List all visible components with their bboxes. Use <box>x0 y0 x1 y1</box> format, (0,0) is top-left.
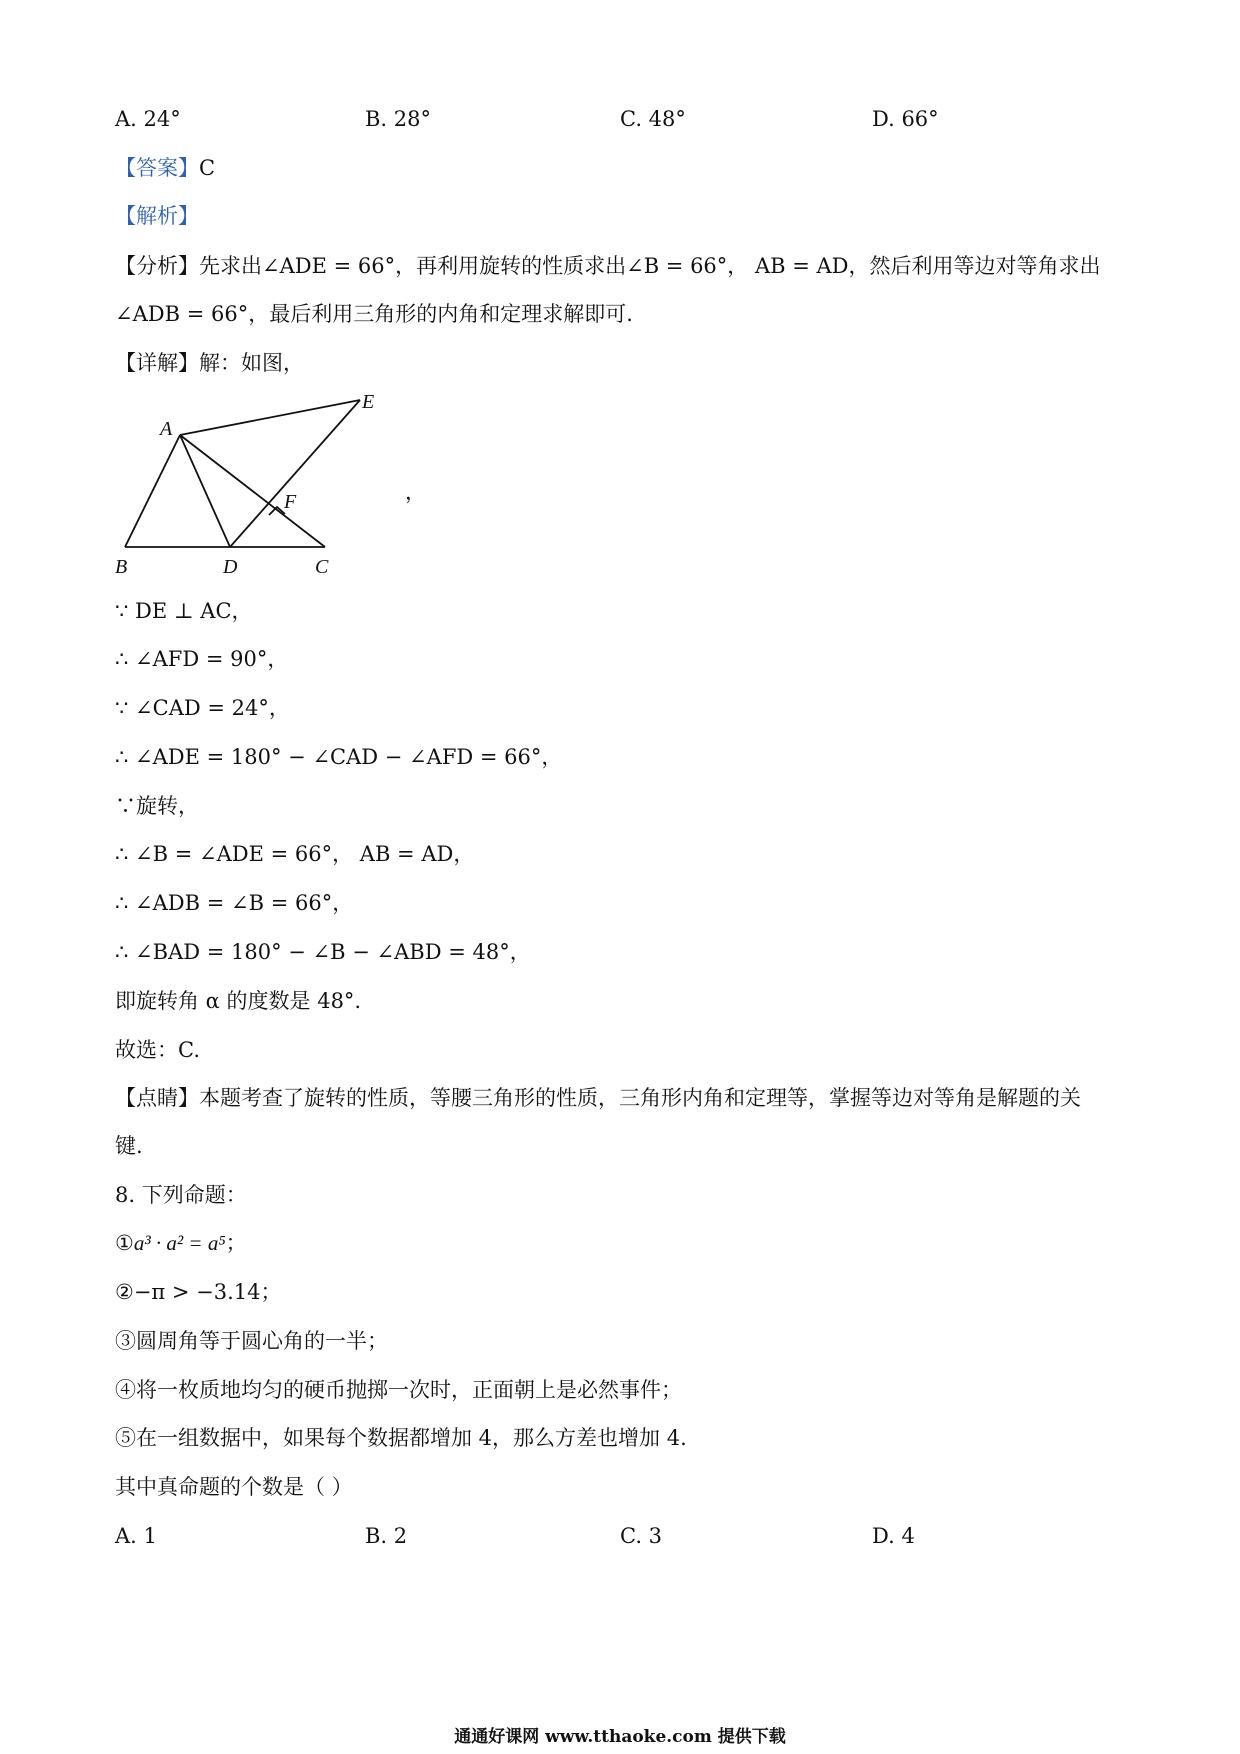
step-7: ∴ ∠ADB = ∠B = 66°， <box>115 891 354 915</box>
dianjing-line-1: 【点睛】本题考查了旋转的性质，等腰三角形的性质，三角形内角和定理等，掌握等边对等角是解题的关 <box>115 1086 1081 1110</box>
q8-item-1-math: a³ · a² = a⁵ <box>133 1231 226 1255</box>
label-c: C <box>315 556 329 578</box>
label-a: A <box>160 418 173 440</box>
step-3: ∵ ∠CAD = 24°， <box>115 696 290 720</box>
step-5: ∵旋转， <box>115 794 199 818</box>
geometry-figure <box>110 390 390 580</box>
q8-item-2: ②−π > −3.14； <box>115 1280 282 1304</box>
q8-item-4: ④将一枚质地均匀的硬币抛掷一次时，正面朝上是必然事件； <box>115 1378 682 1402</box>
prev-option-c: C. 48° <box>620 107 686 131</box>
xiangjie-line: 【详解】解：如图， <box>115 351 304 375</box>
q8-option-d: D. 4 <box>872 1524 915 1548</box>
label-d: D <box>223 556 238 578</box>
q8-option-b: B. 2 <box>365 1524 408 1548</box>
answer-line <box>115 154 215 182</box>
answer-value: C <box>199 156 216 180</box>
page-footer: 通通好课网 www.tthaoke.com 提供下载 <box>454 1727 786 1747</box>
step-9: 即旋转角 α 的度数是 48°. <box>115 989 362 1013</box>
prev-option-b: B. 28° <box>365 107 432 131</box>
step-2: ∴ ∠AFD = 90°， <box>115 647 289 671</box>
q8-item-5: ⑤在一组数据中，如果每个数据都增加 4，那么方差也增加 4. <box>115 1426 687 1450</box>
q8-item-3: ③圆周角等于圆心角的一半； <box>115 1329 388 1353</box>
step-1: ∵ DE ⊥ AC， <box>115 599 253 623</box>
q8-item-1-prefix: ① <box>115 1231 134 1255</box>
fenxi-line-1: 【分析】先求出∠ADE = 66°，再利用旋转的性质求出∠B = 66°， AB = AD，然后利用等边对等角求出 <box>115 254 1101 278</box>
label-b: B <box>115 556 128 578</box>
q8-question: 其中真命题的个数是（ ） <box>115 1475 353 1499</box>
step-10: 故选：C. <box>115 1038 200 1062</box>
label-f: F <box>284 491 297 513</box>
segment-ac <box>180 435 325 547</box>
prev-option-d: D. 66° <box>872 107 939 131</box>
analysis-heading: 【解析】 <box>115 204 199 228</box>
step-4: ∴ ∠ADE = 180° − ∠CAD − ∠AFD = 66°， <box>115 745 563 769</box>
prev-option-a: A. 24° <box>115 107 181 131</box>
q8-option-a: A. 1 <box>115 1524 157 1548</box>
dianjing-line-2: 键. <box>115 1134 143 1158</box>
q8-item-1-suffix: ； <box>225 1231 247 1255</box>
q8-item-1 <box>115 1229 247 1257</box>
segment-ab <box>125 435 180 547</box>
q8-option-c: C. 3 <box>620 1524 663 1548</box>
step-6: ∴ ∠B = ∠ADE = 66°， AB = AD， <box>115 842 475 866</box>
answer-tag: 【答案】 <box>115 156 199 180</box>
step-8: ∴ ∠BAD = 180° − ∠B − ∠ABD = 48°， <box>115 940 531 964</box>
figure-trailing-comma: ， <box>405 480 426 504</box>
label-e: E <box>362 391 375 413</box>
q8-stem: 8. 下列命题： <box>115 1183 247 1207</box>
segment-ad <box>180 435 230 547</box>
fenxi-line-2: ∠ADB = 66°，最后利用三角形的内角和定理求解即可. <box>115 302 633 326</box>
